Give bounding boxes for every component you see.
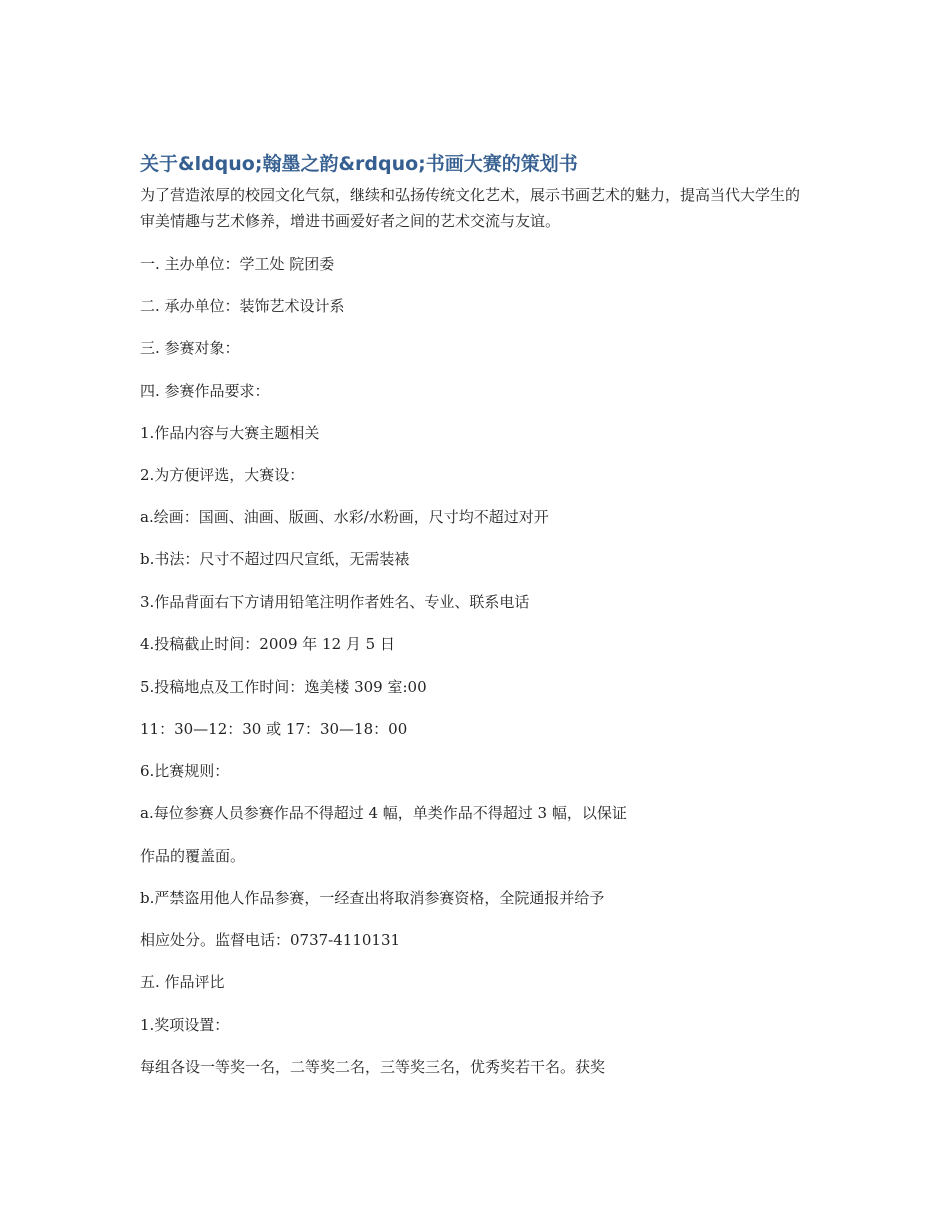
paragraph-organizer: 一. 主办单位：学工处 院团委 bbox=[140, 255, 335, 273]
paragraph-rule-b: b.严禁盗用他人作品参赛，一经查出将取消参赛资格，全院通报并给予 bbox=[140, 889, 605, 907]
paragraph-location: 5.投稿地点及工作时间：逸美楼 309 室:00 bbox=[140, 678, 427, 696]
paragraph-co-organizer: 二. 承办单位：装饰艺术设计系 bbox=[140, 297, 345, 315]
paragraph-awards-heading: 1.奖项设置： bbox=[140, 1016, 230, 1034]
paragraph-rules-heading: 6.比赛规则： bbox=[140, 762, 230, 780]
paragraph-requirement-3: 3.作品背面右下方请用铅笔注明作者姓名、专业、联系电话 bbox=[140, 593, 530, 611]
paragraph-calligraphy: b.书法：尺寸不超过四尺宣纸，无需装裱 bbox=[140, 550, 410, 568]
paragraph-participants: 三. 参赛对象： bbox=[140, 339, 240, 357]
paragraph-painting: a.绘画：国画、油画、版画、水彩/水粉画，尺寸均不超过对开 bbox=[140, 508, 549, 526]
paragraph-requirements-heading: 四. 参赛作品要求： bbox=[140, 382, 270, 400]
paragraph-requirement-1: 1.作品内容与大赛主题相关 bbox=[140, 424, 320, 442]
intro-paragraph: 为了营造浓厚的校园文化气氛，继续和弘扬传统文化艺术，展示书画艺术的魅力，提高当代大学生的审美情趣与艺术修养，增进书画爱好者之间的艺术交流与友谊。 bbox=[140, 186, 801, 230]
paragraph-rule-a-cont: 作品的覆盖面。 bbox=[140, 847, 246, 865]
document-title: 关于&ldquo;翰墨之韵&rdquo;书画大赛的策划书 bbox=[140, 153, 578, 175]
paragraph-deadline: 4.投稿截止时间：2009 年 12 月 5 日 bbox=[140, 635, 395, 653]
paragraph-rule-b-cont: 相应处分。监督电话：0737-4110131 bbox=[140, 931, 401, 949]
paragraph-hours: 11：30—12：30 或 17：30—18：00 bbox=[140, 720, 408, 738]
paragraph-awards-detail: 每组各设一等奖一名，二等奖二名，三等奖三名，优秀奖若干名。获奖 bbox=[140, 1058, 606, 1076]
paragraph-rule-a: a.每位参赛人员参赛作品不得超过 4 幅，单类作品不得超过 3 幅，以保证 bbox=[140, 804, 627, 822]
paragraph-evaluation-heading: 五. 作品评比 bbox=[140, 973, 225, 991]
paragraph-requirement-2: 2.为方便评选，大赛设： bbox=[140, 466, 305, 484]
